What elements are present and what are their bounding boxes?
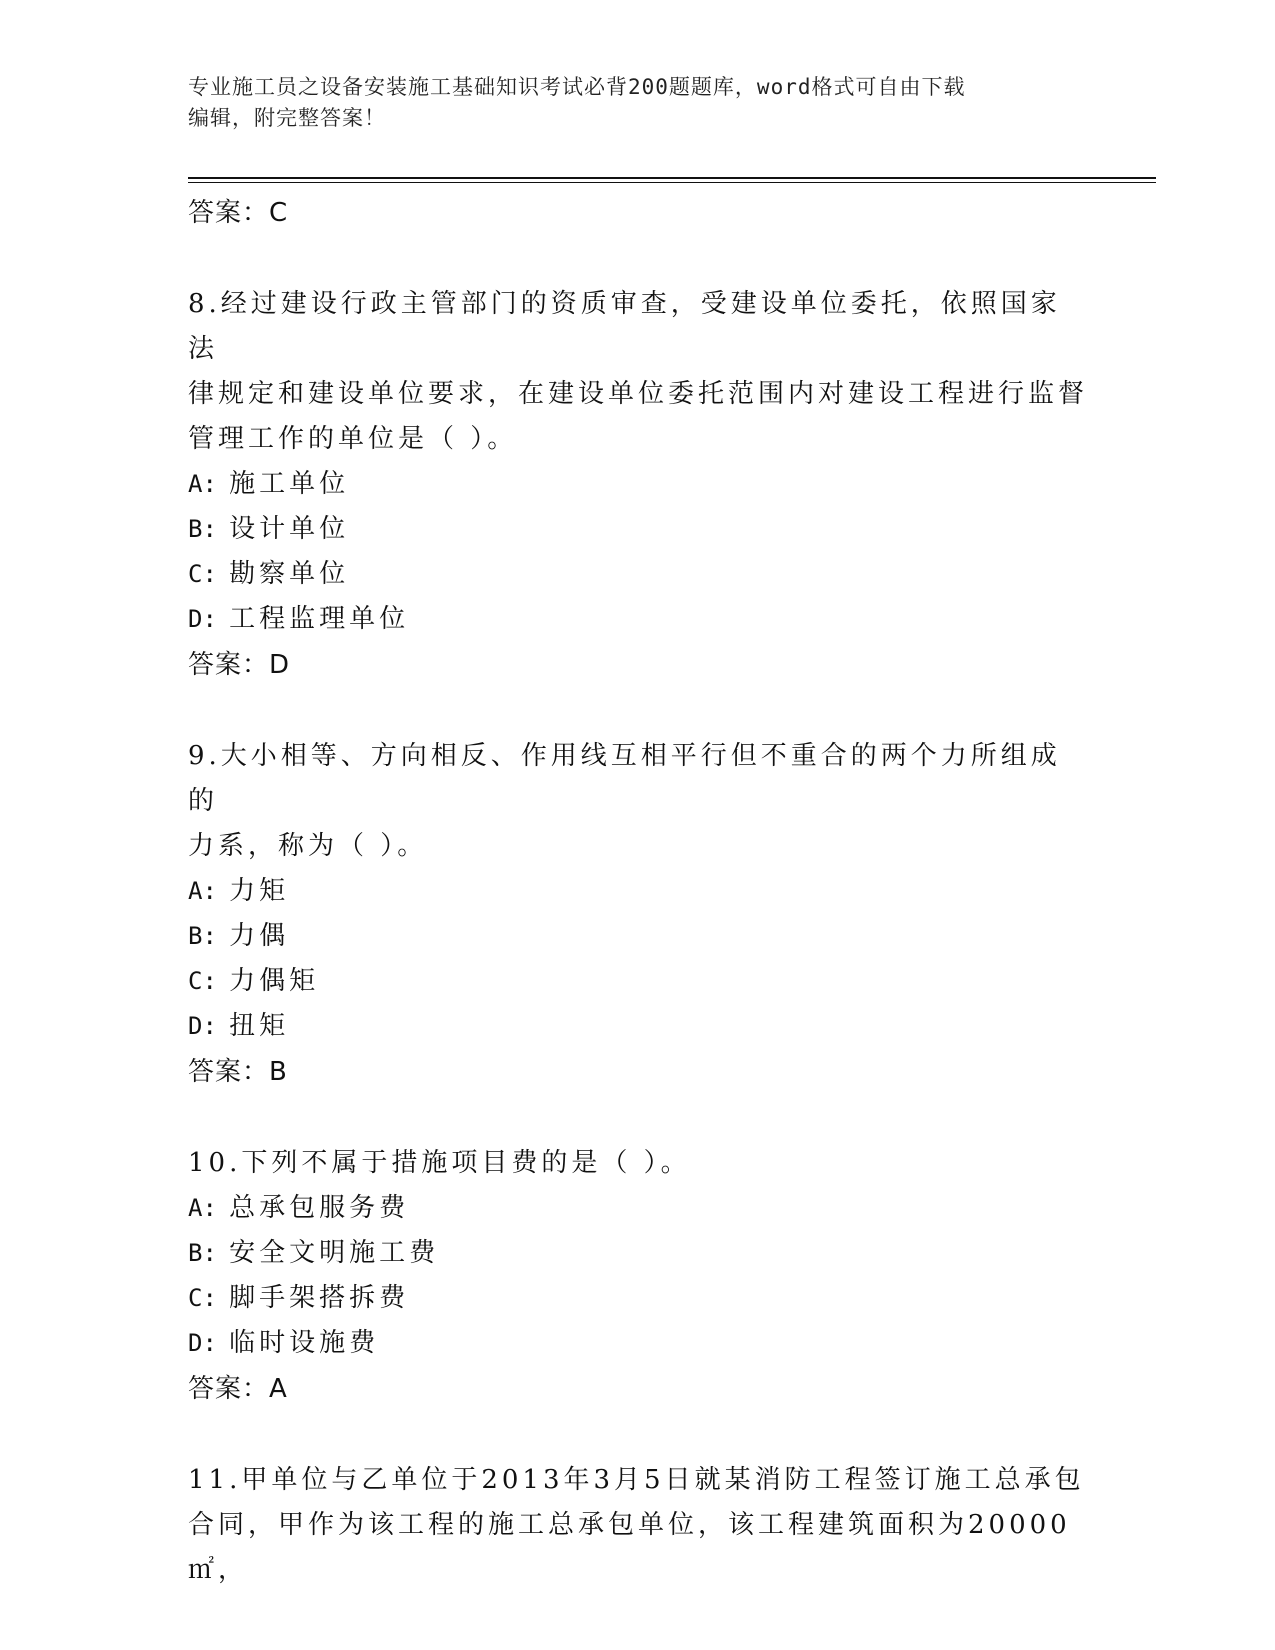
header-divider-thin <box>188 182 1156 183</box>
option-b <box>188 914 1088 959</box>
option-letter: B: <box>188 922 217 950</box>
option-letter: D: <box>188 1012 217 1040</box>
option-letter: A: <box>188 1194 217 1222</box>
option-text: 安全文明施工费 <box>229 1238 440 1268</box>
question-block <box>188 734 1088 1095</box>
option-letter: D: <box>188 605 217 633</box>
question-line: 9.大小相等、方向相反、作用线互相平行但不重合的两个力所组成的 <box>188 741 1061 816</box>
question-block <box>188 1141 1088 1412</box>
option-text: 力偶 <box>229 921 290 951</box>
option-text: 扭矩 <box>229 1011 290 1041</box>
question-line: 11.甲单位与乙单位于2013年3月5日就某消防工程签订施工总承包 <box>188 1465 1085 1495</box>
question-line: 合同，甲作为该工程的施工总承包单位，该工程建筑面积为20000㎡， <box>188 1510 1071 1585</box>
option-text: 设计单位 <box>229 514 350 544</box>
option-a <box>188 1186 1088 1231</box>
page-header <box>188 72 1068 134</box>
option-letter: C: <box>188 1284 217 1312</box>
question-line: 力系，称为（ ）。 <box>188 831 428 861</box>
option-text: 总承包服务费 <box>229 1193 410 1223</box>
option-c <box>188 1276 1088 1321</box>
header-line-1: 专业施工员之设备安装施工基础知识考试必背200题题库，word格式可自由下载 <box>188 75 966 99</box>
spacer <box>188 1095 1088 1141</box>
answer-line: 答案：D <box>188 650 291 680</box>
question-block <box>188 1458 1088 1593</box>
option-a <box>188 462 1088 507</box>
option-letter: B: <box>188 515 217 543</box>
option-c <box>188 552 1088 597</box>
option-text: 工程监理单位 <box>229 604 410 634</box>
header-divider-thick <box>188 177 1156 179</box>
option-letter: B: <box>188 1239 217 1267</box>
header-line-2: 编辑，附完整答案！ <box>188 106 386 130</box>
spacer <box>188 236 1088 282</box>
question-line: 8.经过建设行政主管部门的资质审查，受建设单位委托，依照国家法 <box>188 289 1061 364</box>
spacer <box>188 688 1088 734</box>
option-b <box>188 507 1088 552</box>
answer-line: 答案：B <box>188 1057 288 1087</box>
option-text: 施工单位 <box>229 469 350 499</box>
option-letter: A: <box>188 470 217 498</box>
option-a <box>188 869 1088 914</box>
option-text: 勘察单位 <box>229 559 350 589</box>
option-letter: D: <box>188 1329 217 1357</box>
option-d <box>188 597 1088 642</box>
spacer <box>188 1412 1088 1458</box>
question-list <box>188 190 1088 1593</box>
answer-line: 答案：A <box>188 1374 288 1404</box>
previous-answer: 答案：C <box>188 198 289 228</box>
question-line: 管理工作的单位是（ ）。 <box>188 424 518 454</box>
option-text: 力矩 <box>229 876 290 906</box>
option-text: 临时设施费 <box>229 1328 380 1358</box>
question-line: 10.下列不属于措施项目费的是（ ）。 <box>188 1148 691 1178</box>
question-line: 律规定和建设单位要求，在建设单位委托范围内对建设工程进行监督 <box>188 379 1089 409</box>
option-letter: C: <box>188 967 217 995</box>
option-text: 力偶矩 <box>229 966 320 996</box>
option-c <box>188 959 1088 1004</box>
question-block <box>188 282 1088 688</box>
option-letter: A: <box>188 877 217 905</box>
option-d <box>188 1004 1088 1049</box>
option-d <box>188 1321 1088 1366</box>
option-letter: C: <box>188 560 217 588</box>
option-b <box>188 1231 1088 1276</box>
option-text: 脚手架搭拆费 <box>229 1283 410 1313</box>
